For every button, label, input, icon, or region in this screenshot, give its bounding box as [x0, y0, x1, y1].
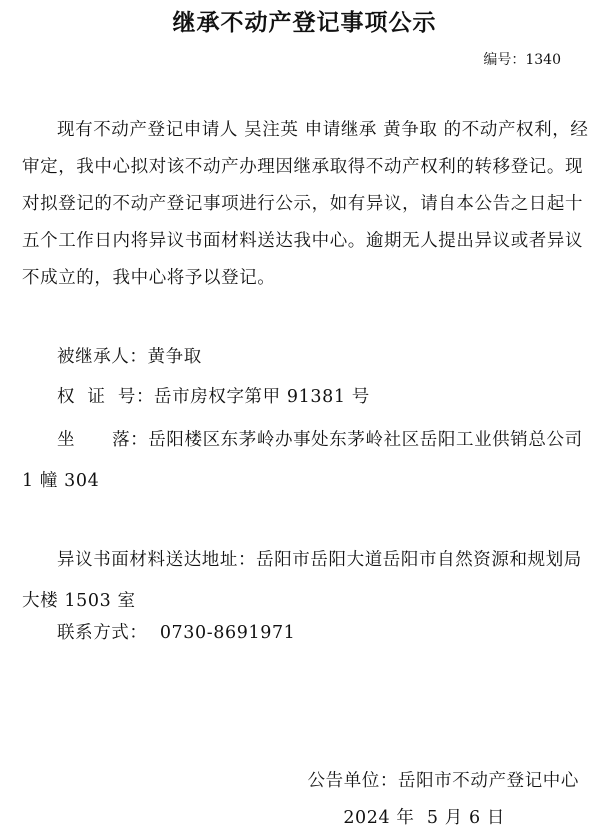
heir-text: 被继承人：黄争取 [57, 347, 202, 367]
contact-text: 联系方式： 0730-8691971 [57, 623, 296, 643]
location-text: 坐 落：岳阳楼区东茅岭办事处东茅岭社区岳阳工业供销总公司 1 幢 304 [22, 430, 589, 491]
page-title: 继承不动产登记事项公示 [172, 10, 437, 36]
objection-address-row [22, 540, 590, 622]
certificate-row [22, 379, 590, 416]
objection-address-text: 异议书面材料送达地址：岳阳市岳阳大道岳阳市自然资源和规划局大楼 1503 室 [22, 550, 582, 611]
document-number: 编号：1340 [483, 52, 561, 68]
intro-paragraph [22, 112, 590, 297]
contact-row [22, 615, 590, 652]
location-row [22, 420, 590, 502]
heir-row [22, 339, 590, 376]
issuing-unit: 公告单位：岳阳市不动产登记中心 [307, 771, 579, 791]
issue-date: 2024 年 5 月 6 日 [343, 808, 505, 828]
certificate-text: 权 证 号：岳市房权字第甲 91381 号 [57, 387, 370, 407]
intro-text: 现有不动产登记申请人 吴注英 申请继承 黄争取 的不动产权利，经审定，我中心拟对该不动产办理因继承取得不动产权利的转移登记。现对拟登记的不动产登记事项进行公示，如有异议，请自本公告之日起十五个工作日内将异议书面材料送达我中心。逾期无人提出异议或者异议不成立的，我中心将予以登记。 [22, 120, 589, 288]
